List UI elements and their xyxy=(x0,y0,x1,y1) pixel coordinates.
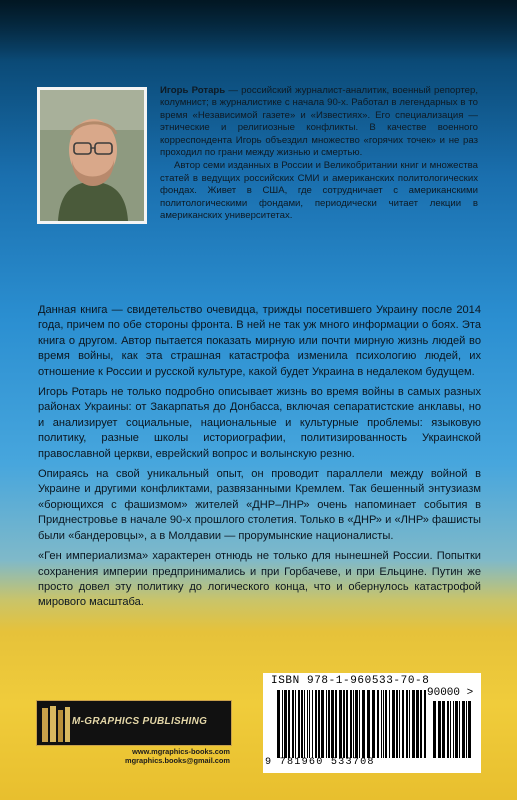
barcode-bar xyxy=(402,690,404,758)
barcode-bar xyxy=(328,690,330,758)
author-bio-paragraph-1 xyxy=(160,85,478,159)
barcode-bar xyxy=(298,690,300,758)
barcode-bar xyxy=(433,701,436,758)
barcode-bar xyxy=(416,690,419,758)
supplement-arrow: > xyxy=(466,687,474,699)
barcode-bar xyxy=(321,690,324,758)
barcode-bar xyxy=(307,690,308,758)
isbn-barcode-block xyxy=(263,673,481,773)
author-photo xyxy=(37,87,147,224)
barcode-bar xyxy=(412,690,415,758)
description-paragraph-4: «Ген империализма» характерен отнюдь не только для нынешней России. Попытки сохранения империи предпринимались и при Горбачеве, и при Ельцине. Путин же просто довел эту политику до логического конца, что и обернулось катастрофой мирового масштаба. xyxy=(38,550,481,609)
barcode-bar xyxy=(355,690,358,758)
barcode-bar xyxy=(282,690,283,758)
barcode-bar xyxy=(424,690,426,758)
barcode-bar xyxy=(359,690,360,758)
barcode-bar xyxy=(301,690,303,758)
barcode-bar xyxy=(331,690,334,758)
barcode-bar xyxy=(455,701,458,758)
barcode-bar xyxy=(292,690,294,758)
book-description xyxy=(38,303,481,616)
barcode-bar xyxy=(453,701,454,758)
description-paragraph-3: Опираясь на свой уникальный опыт, он проводит параллели между войной в Украине и другими конфликтами, развязанными Кремлем. Так бешенный энтузиазм «борющихся с фашизмом» жителей «ДНР–ЛНР» очень напоминает события в Приднестровье в начале 90-х прошлого столетия. Только в «ДНР» и «ЛНР» фашисты были «бандеровцы», а в Молдавии — прорумынские националисты. xyxy=(38,468,481,542)
barcode-bar xyxy=(362,690,365,758)
barcode-bar xyxy=(420,690,422,758)
books-icon xyxy=(41,704,71,744)
barcode-bar xyxy=(399,690,400,758)
supplement-code xyxy=(427,687,473,699)
publisher-website: www.mgraphics-books.com xyxy=(132,747,230,756)
barcode-bar xyxy=(381,690,382,758)
description-paragraph-1: Данная книга — свидетельство очевидца, трижды посетившего Украину после 2014 года, причем по обе стороны фронта. В ней не так уж много информации о боях. Эта книга о другом. Автор пытается показать мирную или почти мирную жизнь людей во время войны, как эта страшная катастрофа изменила психологию людей, их отношение к России и русской культуре, какой будет Украина в недалеком будущем. xyxy=(38,304,481,378)
barcode-bar xyxy=(284,690,287,758)
barcode-bar xyxy=(468,701,471,758)
barcode-bar xyxy=(309,690,310,758)
barcode-bar xyxy=(335,690,337,758)
barcode-bar xyxy=(392,690,395,758)
supplement-barcode xyxy=(433,701,471,758)
barcode-bar xyxy=(389,690,390,758)
author-bio xyxy=(160,85,478,222)
barcode-bar xyxy=(462,701,465,758)
author-bio-paragraph-2: Автор семи изданных в России и Великобритании книг и множества статей в ведущих российских СМИ и американских политологических фондах. Живет в США, где сотрудничает с американскими политологическими фондами, периодически читает лекции в американских университетах. xyxy=(160,160,478,222)
barcode-bar xyxy=(372,690,375,758)
author-portrait-image xyxy=(40,90,144,221)
barcode-bar xyxy=(350,690,352,758)
barcode-bar xyxy=(346,690,348,758)
publisher-email: mgraphics.books@gmail.com xyxy=(125,756,230,765)
publisher-name: M-GRAPHICS PUBLISHING xyxy=(72,716,208,727)
barcode-bar xyxy=(447,701,449,758)
barcode-bar xyxy=(466,701,467,758)
barcode-bar xyxy=(383,690,384,758)
barcode-bar xyxy=(312,690,313,758)
isbn-label: ISBN 978-1-960533-70-8 xyxy=(271,675,430,687)
barcode-bar xyxy=(353,690,354,758)
description-paragraph-2: Игорь Ротарь не только подробно описывает жизнь во время войны в самых разных районах Украины: от Закарпатья до Донбасса, включая сепаратистские анклавы, но и анализирует социальные, национальные и культурные проблемы: языковую политику, разные школы историографии, политизированность Украинской православной церкви, еврейский вопрос и волынскую резню. xyxy=(38,386,481,460)
barcode-bar xyxy=(377,690,379,758)
publisher-block xyxy=(36,700,232,765)
author-name: Игорь Ротарь xyxy=(160,85,226,96)
barcode-bar xyxy=(339,690,342,758)
barcode-bar xyxy=(406,690,408,758)
barcode-bar xyxy=(438,701,441,758)
barcode-bar xyxy=(315,690,317,758)
barcode-bar xyxy=(277,690,280,758)
barcode-bar xyxy=(450,701,451,758)
barcode-bar xyxy=(409,690,410,758)
publisher-logo xyxy=(36,700,232,746)
ean-digits: 9 781960 533708 xyxy=(265,757,375,768)
barcode-bar xyxy=(295,690,296,758)
barcode-bar xyxy=(396,690,398,758)
barcode-bar xyxy=(442,701,445,758)
barcode-bar xyxy=(318,690,320,758)
barcode-bar xyxy=(326,690,327,758)
supplement-digits: 90000 xyxy=(427,687,461,699)
barcode-bar xyxy=(385,690,387,758)
barcode-bar xyxy=(304,690,305,758)
barcode-bar xyxy=(288,690,290,758)
barcode-bar xyxy=(343,690,345,758)
barcode-bar xyxy=(367,690,370,758)
barcode-bar xyxy=(459,701,460,758)
author-bio-text-1: — российский журналист-аналитик, военный репортер, колумнист; в журналистике с начала 90-х. Работал в легендарных в то время «Независимой газете» и «Известиях». Его специализация — этнические и религиозные конфликты. В качестве военного корреспондента Игорь объездил множество «горячих точек» и не раз проходил по грани между жизнью и смертью. xyxy=(160,85,478,159)
ean-barcode xyxy=(277,690,427,758)
